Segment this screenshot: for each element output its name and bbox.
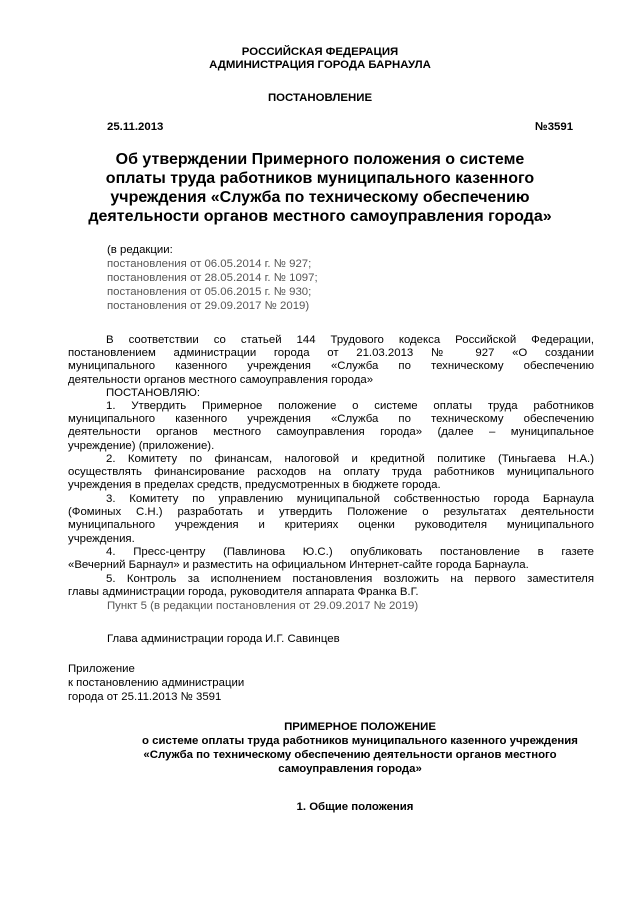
signature-position: Глава администрации города bbox=[107, 633, 263, 645]
appendix-line: города от 25.11.2013 № 3591 bbox=[68, 691, 222, 703]
appendix-line: к постановлению администрации bbox=[68, 677, 245, 689]
text-line: 5. Контроль за исполнением постановления возложить на первого заместителя bbox=[106, 573, 594, 585]
text-line: 1. Утвердить Примерное положение о системе оплаты труда работников bbox=[106, 400, 594, 412]
title-line: учреждения «Служба по техническому обеспечению bbox=[110, 189, 530, 206]
revision-link[interactable]: постановления от 06.05.2014 г. № 927; bbox=[107, 258, 312, 270]
header-country: РОССИЙСКАЯ ФЕДЕРАЦИЯ bbox=[241, 46, 399, 58]
text-line: муниципального казенного учреждения «Служба по техническому обеспечению bbox=[68, 360, 594, 373]
item-1 bbox=[68, 400, 594, 453]
item-3 bbox=[68, 493, 594, 546]
text-line: деятельности органов местного самоуправления города» (далее – муниципальное bbox=[68, 426, 594, 439]
preamble bbox=[68, 334, 594, 400]
revision-link[interactable]: постановления от 29.09.2017 № 2019) bbox=[107, 300, 310, 312]
doc-number: №3591 bbox=[535, 121, 574, 133]
text-line: 4. Пресс-центру (Павлинова Ю.С.) опубликовать постановление в газете bbox=[106, 546, 594, 558]
text-line: 3. Комитету по управлению муниципальной собственностью города Барнаула bbox=[106, 493, 594, 505]
text-line: постановлением администрации города от 21.03.2013 № 927 «О создании bbox=[68, 347, 594, 360]
title-line: оплаты труда работников муниципального казенного bbox=[105, 170, 535, 187]
revision-link[interactable]: постановления от 05.06.2015 г. № 930; bbox=[107, 286, 312, 298]
item-5-revision-note[interactable]: Пункт 5 (в редакции постановления от 29.09.2017 № 2019) bbox=[107, 600, 419, 612]
signature-name: И.Г. Савинцев bbox=[265, 633, 340, 645]
section-subtitle-line: о системе оплаты труда работников муниципального казенного учреждения bbox=[142, 735, 578, 747]
section-subtitle-line: самоуправления города» bbox=[278, 763, 422, 775]
header-administration: АДМИНИСТРАЦИЯ ГОРОДА БАРНАУЛА bbox=[209, 59, 431, 71]
text-line: главы администрации города, руководителя аппарата Франка В.Г. bbox=[68, 586, 419, 599]
section-title: ПРИМЕРНОЕ ПОЛОЖЕНИЕ bbox=[284, 721, 436, 733]
text-line: муниципального учреждения и критериях оценки руководителя муниципального bbox=[68, 519, 594, 532]
appendix-line: Приложение bbox=[68, 663, 135, 675]
item-5 bbox=[68, 573, 594, 599]
text-line: деятельности органов местного самоуправления города» bbox=[68, 373, 374, 386]
text-line: учреждения в пределах средств, предусмотренных в бюджете города. bbox=[68, 479, 441, 492]
item-2 bbox=[68, 453, 594, 493]
title-line: Об утверждении Примерного положения о системе bbox=[115, 151, 525, 168]
text-line: учреждение) (приложение). bbox=[68, 439, 215, 452]
revision-link[interactable]: постановления от 28.05.2014 г. № 1097; bbox=[107, 272, 318, 284]
revision-line: (в редакции: bbox=[107, 244, 173, 256]
text-line: муниципального казенного учреждения «Служба по техническому обеспечению bbox=[68, 413, 594, 426]
text-line: учреждения. bbox=[68, 532, 135, 545]
title-line: деятельности органов местного самоуправления города» bbox=[88, 208, 552, 225]
text-line: В соответствии со статьей 144 Трудового кодекса Российской Федерации, bbox=[106, 334, 594, 346]
text-line: осуществлять финансирование расходов на оплату труда работников муниципального bbox=[68, 466, 594, 479]
header-doc-type: ПОСТАНОВЛЕНИЕ bbox=[267, 92, 373, 104]
doc-date: 25.11.2013 bbox=[107, 121, 164, 133]
text-line: «Вечерний Барнаул» и разместить на официальном Интернет-сайте города Барнаула. bbox=[68, 559, 529, 572]
text-line: (Фоминых С.Н.) разработать и утвердить Положение о результатах деятельности bbox=[68, 506, 594, 519]
chapter-title: 1. Общие положения bbox=[296, 801, 414, 813]
section-subtitle-line: «Служба по техническому обеспечению деятельности органов местного bbox=[143, 749, 557, 761]
decree-word: ПОСТАНОВЛЯЮ: bbox=[106, 386, 200, 399]
text-line: 2. Комитету по финансам, налоговой и кредитной политике (Тиньгаева Н.А.) bbox=[106, 453, 594, 465]
item-4 bbox=[68, 546, 594, 572]
